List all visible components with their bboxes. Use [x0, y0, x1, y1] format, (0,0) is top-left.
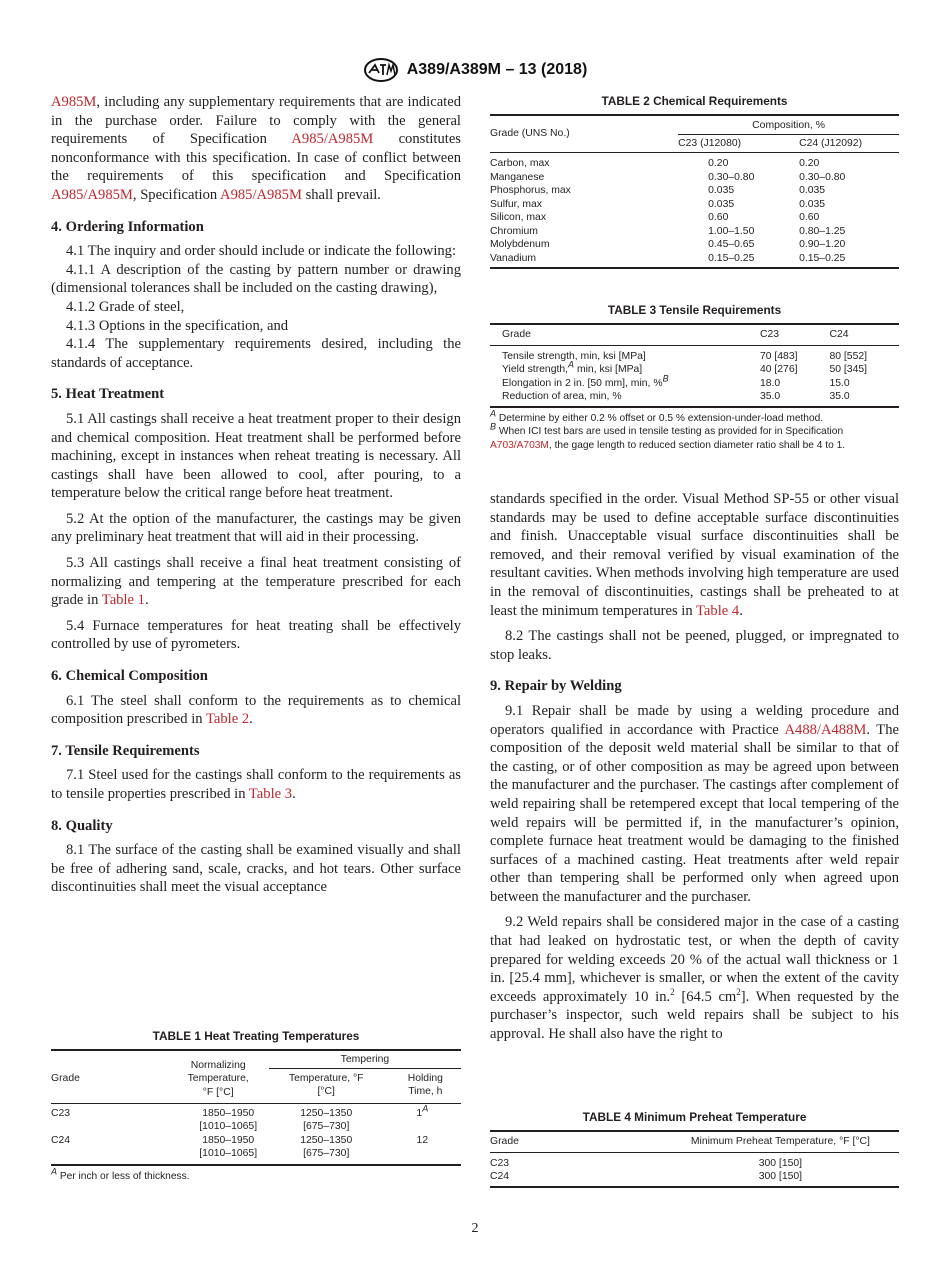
table-1-grid: [51, 1049, 461, 1166]
paragraph-9-2: 9.2 Weld repairs shall be considered major in the case of a casting that had leaked on hydrostatic test, or when the depth of cavity prepared for welding exceeds 20 % of the actual wall thickness or 1 in. [25.4 mm], whichever is smaller, or when the extent of the cavity exceeds approximately 10 in.$^2$ [64.5 $cm^2$]. When requested by the purchaser’s inspector, such weld repairs shall be subject to his approval. He shall also have the right to: [490, 914, 899, 1043]
intro-paragraph: A985M, including any supplementary requirements that are indicated in the purchase order. Failure to comply with the general requirements of Specification A985/A985M constitutes nonconformance with this specification. In case of conflict between the requirements of this specification and Specification A985/A985M, Specification A985/A985M shall prevail.: [51, 94, 461, 203]
table-row: C23 300 [150]: [490, 1157, 803, 1169]
table-3-header-c24: C24: [829, 329, 849, 340]
paragraph-4-1-4: 4.1.4 The supplementary requirements desired, including the standards of acceptance.: [51, 336, 461, 371]
table-row: Elongation in 2 in. [50 mm], min, %$^B$ 18.0 15.0: [502, 373, 850, 389]
section-heading-ordering: 4. Ordering Information: [51, 218, 204, 235]
table-row: Chromium 1.00–1.50 0.80–1.25: [490, 225, 846, 237]
table-4-header-grade: Grade: [490, 1136, 519, 1147]
astm-logo-icon: [363, 57, 399, 83]
table-2-grid: [490, 114, 899, 269]
table-1-header-grade: Grade: [51, 1073, 80, 1084]
table-4-preheat: [490, 1110, 899, 1188]
table-3-tensile: [490, 303, 899, 452]
spec-link[interactable]: A985M: [51, 94, 97, 110]
table-3-link[interactable]: Table 3: [248, 786, 293, 802]
table-3-footnote-b: $^B$ When ICI test bars are used in tensile testing as provided for in Specification A703/A703M, the gage length to reduced section diameter ratio shall be 4 to 1.: [490, 421, 846, 451]
table-2-header-c24: C24 (J12092): [799, 137, 863, 149]
paragraph-8-1-continued: standards specified in the order. Visual Method SP-55 or other visual standards may be used to define acceptable surface discontinuities and finish. Unacceptable visual surface discontinuities shall be removed, and their removal verified by visual examination of the resultant cavities. When methods involving high temperature are used in the removal of discontinuities, castings shall be preheated to at least the minimum temperatures in Table 4.: [490, 491, 899, 619]
right-column: [490, 490, 899, 1051]
table-2-header-composition: Composition, %: [678, 115, 899, 134]
table-2-body: [490, 153, 899, 269]
section-heading-tensile: 7. Tensile Requirements: [51, 742, 200, 759]
table-row: Manganese 0.30–0.80 0.30–0.80: [490, 171, 846, 183]
table-3-grid: [490, 323, 899, 408]
table-2-header-grade: Grade (UNS No.): [490, 128, 570, 140]
table-row: Sulfur, max 0.035 0.035: [490, 198, 826, 210]
section-heading-chemical: 6. Chemical Composition: [51, 668, 208, 685]
section-heading-quality: 8. Quality: [51, 817, 113, 834]
paragraph-5-2: 5.2 At the option of the manufacturer, the castings may be given any preliminary heat treatment that will aid in their processing.: [51, 510, 461, 546]
table-1-caption: TABLE 1 Heat Treating Temperatures: [152, 1029, 360, 1043]
page-header: [0, 57, 950, 83]
table-3-header-c23: C23: [759, 329, 779, 340]
table-row: Molybdenum 0.45–0.65 0.90–1.20: [490, 239, 846, 250]
paragraph-9-1: 9.1 Repair shall be made by using a welding procedure and operators qualified in accordance with Practice A488/A488M. The composition of the deposit weld material shall be similar to that of the casting, or of other composition as may be agreed upon between the manufacturer and the purchaser. The castings after complement of weld repairing shall be retempered except that local tempering of the weld repairs will be permitted if, in the manufacturer’s opinion, complete furnace heat treatment would be damaging to the finished surfaces of a machined casting. Heat treatments after weld repair other than tempering shall be performed only when agreed upon between the manufacturer and the purchaser.: [490, 702, 899, 905]
table-1-header-holding-time: Holding Time, h: [407, 1072, 443, 1097]
paragraph-5-4: 5.4 Furnace temperatures for heat treating shall be effectively controlled by use of pyrometers.: [51, 617, 461, 653]
spec-link[interactable]: A703/A703M: [490, 439, 549, 451]
table-4-link[interactable]: Table 4: [696, 602, 740, 619]
spec-link[interactable]: A985/A985M: [220, 186, 302, 203]
table-row: C23 1850–1950 [1010–1065] 1250–1350 [675–730] $1^A$: [51, 1103, 429, 1132]
paragraph-4-1-1: 4.1.1 A description of the casting by pattern number or drawing (dimensional tolerances shall be included on the casting drawing),: [51, 261, 461, 297]
spec-link[interactable]: A488/A488M: [784, 721, 867, 738]
table-4-header-min-temp: Minimum Preheat Temperature, °F [°C]: [690, 1136, 870, 1147]
section-heading-repair: 9. Repair by Welding: [490, 678, 622, 695]
table-1-header-tempering: Tempering: [269, 1050, 461, 1068]
table-row: Yield strength,$^A$ min, ksi [MPa] 40 [276] 50 [345]: [502, 359, 868, 375]
table-1-header-temperature: Temperature, °F [°C]: [288, 1072, 364, 1097]
table-row: C24 300 [150]: [490, 1170, 899, 1187]
table-3-footnote-a: $^A$ Determine by either 0.2 % offset or 0.5 % extension-under-load method.: [490, 408, 824, 424]
table-3-header-grade: Grade: [502, 329, 531, 340]
table-row: C24 1850–1950 [1010–1065] 1250–1350 [675–730] 12: [51, 1134, 461, 1165]
table-row: Carbon, max 0.20 0.20: [490, 158, 820, 169]
table-4-grid: [490, 1130, 899, 1188]
paragraph-5-3: 5.3 All castings shall receive a final heat treatment consisting of normalizing and tempering at the temperature prescribed for each grade in Table 1.: [51, 555, 461, 609]
table-2-header-c23: C23 (J12080): [678, 137, 742, 149]
table-2-caption: TABLE 2 Chemical Requirements: [601, 94, 788, 108]
table-2-chemical: [490, 94, 899, 269]
table-4-caption: TABLE 4 Minimum Preheat Temperature: [582, 1110, 807, 1124]
paragraph-4-1: 4.1 The inquiry and order should include or indicate the following:: [66, 243, 457, 260]
table-1-link[interactable]: Table 1: [101, 592, 145, 609]
table-row: Vanadium 0.15–0.25 0.15–0.25: [490, 252, 899, 269]
paragraph-6-1: 6.1 The steel shall conform to the requirements as to chemical composition prescribed in Table 2.: [51, 692, 461, 728]
section-heading-heat-treatment: 5. Heat Treatment: [51, 386, 165, 403]
paragraph-4-1-3: 4.1.3 Options in the specification, and: [66, 317, 289, 334]
paragraph-4-1-2: 4.1.2 Grade of steel,: [66, 298, 185, 315]
paragraph-7-1: 7.1 Steel used for the castings shall conform to the requirements as to tensile properties prescribed in Table 3.: [51, 767, 461, 802]
table-row: Silicon, max 0.60 0.60: [490, 212, 820, 223]
left-column: [51, 93, 461, 904]
table-3-caption: TABLE 3 Tensile Requirements: [607, 303, 782, 317]
table-2-link[interactable]: Table 2: [205, 711, 250, 728]
table-row: Phosphorus, max 0.035 0.035: [490, 185, 826, 196]
spec-link[interactable]: A985/A985M: [291, 131, 374, 148]
spec-link[interactable]: A985/A985M: [51, 186, 133, 203]
page-number: 2: [471, 1221, 479, 1236]
paragraph-5-1: 5.1 All castings shall receive a heat treatment proper to their design and chemical composition. Heat treatment shall be performed before machining, except in instances when reheat treating is necessary. All castings shall have been allowed to cool, after pouring, to a temperature below the critical range before heat treatment.: [51, 410, 461, 502]
paragraph-8-1: 8.1 The surface of the casting shall be examined visually and shall be free of adhering sand, scale, cracks, and hot tears. Other surface discontinuities shall meet the visual acceptance: [51, 842, 461, 896]
table-row: Reduction of area, min, % 35.0 35.0: [490, 390, 899, 407]
paragraph-8-2: 8.2 The castings shall not be peened, plugged, or impregnated to stop leaks.: [490, 628, 899, 663]
standard-designation: A389/A389M – 13 (2018): [406, 61, 588, 78]
table-row: Tensile strength, min, ksi [MPa] 70 [483] 80 [552]: [502, 350, 868, 362]
table-1-footnote: $^A$ Per inch or less of thickness.: [51, 1166, 190, 1182]
table-1-heat-treating: [51, 1029, 461, 1183]
table-1-header-normalizing: Normalizing Temperature, °F [°C]: [187, 1059, 249, 1098]
